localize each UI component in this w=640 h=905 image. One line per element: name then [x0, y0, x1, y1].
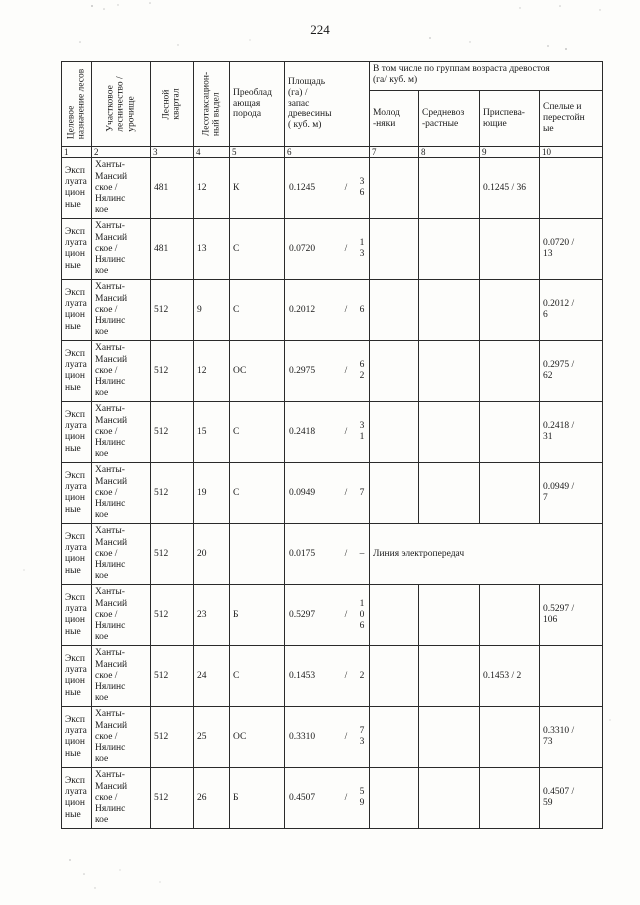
- middle-aged-cell: [419, 219, 480, 280]
- stock-value: 5 9: [359, 787, 365, 809]
- species-cell: С: [230, 646, 285, 707]
- area-value: 0.1453: [289, 670, 316, 681]
- header-quarter: Лесной квартал: [151, 62, 194, 147]
- quarter-cell: 512: [151, 768, 194, 829]
- page-number: 224: [310, 22, 330, 37]
- forestry-location-cell: Ханты- Мансий ское / Нялинс кое: [92, 158, 151, 219]
- area-stock-cell: 0.0720 / 1 3: [285, 219, 370, 280]
- middle-aged-cell: [419, 707, 480, 768]
- forestry-location-cell: Ханты- Мансий ское / Нялинс кое: [92, 341, 151, 402]
- area-value: 0.2418: [289, 426, 316, 437]
- column-number: 2: [92, 147, 151, 158]
- species-cell: ОС: [230, 341, 285, 402]
- middle-aged-cell: [419, 768, 480, 829]
- division-cell: 19: [194, 463, 230, 524]
- area-stock-cell: 0.2012 / 6: [285, 280, 370, 341]
- stock-value: –: [359, 548, 365, 559]
- header-purpose: Целевое назначение лесов: [62, 62, 92, 147]
- division-cell: 24: [194, 646, 230, 707]
- quarter-cell: 481: [151, 219, 194, 280]
- table-row: [62, 463, 603, 524]
- forest-purpose-cell: Эксп луата цион ные: [62, 585, 92, 646]
- premature-cell: 0.1453 / 2: [480, 646, 540, 707]
- young-cell: [370, 402, 419, 463]
- middle-aged-cell: [419, 402, 480, 463]
- column-number: 10: [540, 147, 603, 158]
- column-number: 5: [230, 147, 285, 158]
- column-number: 9: [480, 147, 540, 158]
- area-value: 0.0949: [289, 487, 316, 498]
- forestry-location-cell: Ханты- Мансий ское / Нялинс кое: [92, 402, 151, 463]
- premature-cell: [480, 707, 540, 768]
- young-cell: [370, 646, 419, 707]
- header-age-groups: В том числе по группам возраста древостоя (га/ куб. м): [370, 62, 603, 91]
- table-row: [62, 280, 603, 341]
- stock-value: 1 3: [359, 238, 365, 260]
- forestry-location-cell: Ханты- Мансий ское / Нялинс кое: [92, 646, 151, 707]
- young-cell: [370, 219, 419, 280]
- premature-cell: [480, 219, 540, 280]
- quarter-cell: 512: [151, 585, 194, 646]
- area-value: 0.2012: [289, 304, 316, 315]
- area-value: 0.0175: [289, 548, 316, 559]
- mature-cell: [540, 646, 603, 707]
- quarter-cell: 512: [151, 280, 194, 341]
- stock-value: 7: [359, 487, 365, 498]
- table-row: [62, 341, 603, 402]
- stock-value: 6: [359, 304, 365, 315]
- middle-aged-cell: [419, 280, 480, 341]
- column-number: 3: [151, 147, 194, 158]
- premature-cell: [480, 402, 540, 463]
- header-premature: Приспева- ющие: [480, 91, 540, 147]
- forest-purpose-cell: Эксп луата цион ные: [62, 707, 92, 768]
- forest-purpose-cell: Эксп луата цион ные: [62, 219, 92, 280]
- middle-aged-cell: [419, 646, 480, 707]
- premature-cell: [480, 585, 540, 646]
- species-cell: С: [230, 219, 285, 280]
- table-row: [62, 707, 603, 768]
- area-value: 0.2975: [289, 365, 316, 376]
- species-cell: С: [230, 280, 285, 341]
- quarter-cell: 512: [151, 402, 194, 463]
- note-cell: Линия электропередач: [370, 524, 603, 585]
- middle-aged-cell: [419, 585, 480, 646]
- forestry-location-cell: Ханты- Мансий ское / Нялинс кое: [92, 707, 151, 768]
- mature-cell: 0.2418 / 31: [540, 402, 603, 463]
- quarter-cell: 512: [151, 707, 194, 768]
- area-stock-cell: 0.5297 / 1 0 6: [285, 585, 370, 646]
- table-row: [62, 585, 603, 646]
- area-value: 0.0720: [289, 243, 316, 254]
- stock-value: 7 3: [359, 726, 365, 748]
- header-area: Площадь (га) / запас древесины ( куб. м): [285, 62, 370, 147]
- stock-value: 3 6: [359, 177, 365, 199]
- forest-register-table: [61, 61, 603, 829]
- forest-purpose-cell: Эксп луата цион ные: [62, 646, 92, 707]
- middle-aged-cell: [419, 341, 480, 402]
- species-cell: ОС: [230, 707, 285, 768]
- quarter-cell: 512: [151, 341, 194, 402]
- column-number: 8: [419, 147, 480, 158]
- mature-cell: 0.2975 / 62: [540, 341, 603, 402]
- table-row: [62, 646, 603, 707]
- division-cell: 9: [194, 280, 230, 341]
- young-cell: [370, 341, 419, 402]
- table-row: [62, 768, 603, 829]
- division-cell: 20: [194, 524, 230, 585]
- forest-purpose-cell: Эксп луата цион ные: [62, 280, 92, 341]
- forestry-location-cell: Ханты- Мансий ское / Нялинс кое: [92, 585, 151, 646]
- mature-cell: 0.0720 / 13: [540, 219, 603, 280]
- column-number: 6: [285, 147, 370, 158]
- premature-cell: [480, 768, 540, 829]
- mature-cell: 0.3310 / 73: [540, 707, 603, 768]
- quarter-cell: 512: [151, 463, 194, 524]
- young-cell: [370, 707, 419, 768]
- species-cell: С: [230, 402, 285, 463]
- area-stock-cell: 0.1245 / 3 6: [285, 158, 370, 219]
- division-cell: 26: [194, 768, 230, 829]
- species-cell: [230, 524, 285, 585]
- area-stock-cell: 0.3310 / 7 3: [285, 707, 370, 768]
- mature-cell: 0.0949 / 7: [540, 463, 603, 524]
- table-row: [62, 219, 603, 280]
- middle-aged-cell: [419, 463, 480, 524]
- area-value: 0.5297: [289, 609, 316, 620]
- forestry-location-cell: Ханты- Мансий ское / Нялинс кое: [92, 280, 151, 341]
- young-cell: [370, 158, 419, 219]
- division-cell: 12: [194, 341, 230, 402]
- young-cell: [370, 585, 419, 646]
- header-middle-aged: Средневоз -растные: [419, 91, 480, 147]
- stock-value: 1 0 6: [359, 598, 365, 631]
- forest-purpose-cell: Эксп луата цион ные: [62, 463, 92, 524]
- area-stock-cell: 0.2975 / 6 2: [285, 341, 370, 402]
- forest-purpose-cell: Эксп луата цион ные: [62, 158, 92, 219]
- division-cell: 23: [194, 585, 230, 646]
- young-cell: [370, 463, 419, 524]
- young-cell: [370, 280, 419, 341]
- species-cell: Б: [230, 585, 285, 646]
- species-cell: К: [230, 158, 285, 219]
- forestry-location-cell: Ханты- Мансий ское / Нялинс кое: [92, 463, 151, 524]
- forestry-location-cell: Ханты- Мансий ское / Нялинс кое: [92, 219, 151, 280]
- premature-cell: [480, 280, 540, 341]
- mature-cell: 0.4507 / 59: [540, 768, 603, 829]
- forestry-location-cell: Ханты- Мансий ское / Нялинс кое: [92, 524, 151, 585]
- forest-purpose-cell: Эксп луата цион ные: [62, 402, 92, 463]
- area-stock-cell: 0.2418 / 3 1: [285, 402, 370, 463]
- quarter-cell: 512: [151, 524, 194, 585]
- area-value: 0.1245: [289, 182, 316, 193]
- division-cell: 25: [194, 707, 230, 768]
- forest-purpose-cell: Эксп луата цион ные: [62, 524, 92, 585]
- stock-value: 2: [359, 670, 365, 681]
- species-cell: Б: [230, 768, 285, 829]
- column-number: 1: [62, 147, 92, 158]
- table-row: [62, 402, 603, 463]
- forest-purpose-cell: Эксп луата цион ные: [62, 768, 92, 829]
- header-mature: Спелые и перестойн ые: [540, 91, 603, 147]
- stock-value: 3 1: [359, 421, 365, 443]
- middle-aged-cell: [419, 158, 480, 219]
- premature-cell: [480, 463, 540, 524]
- division-cell: 13: [194, 219, 230, 280]
- area-stock-cell: 0.4507 / 5 9: [285, 768, 370, 829]
- column-number-row: [62, 147, 603, 158]
- species-cell: С: [230, 463, 285, 524]
- quarter-cell: 481: [151, 158, 194, 219]
- division-cell: 15: [194, 402, 230, 463]
- header-division: Лесотаксацион- ный выдел: [194, 62, 230, 147]
- young-cell: [370, 768, 419, 829]
- area-stock-cell: 0.0175 / –: [285, 524, 370, 585]
- division-cell: 12: [194, 158, 230, 219]
- forest-purpose-cell: Эксп луата цион ные: [62, 341, 92, 402]
- header-forestry: Участковое лесничество / урочище: [92, 62, 151, 147]
- quarter-cell: 512: [151, 646, 194, 707]
- mature-cell: 0.2012 / 6: [540, 280, 603, 341]
- area-stock-cell: 0.0949 / 7: [285, 463, 370, 524]
- mature-cell: [540, 158, 603, 219]
- header-species: Преоблад ающая порода: [230, 62, 285, 147]
- area-value: 0.4507: [289, 792, 316, 803]
- table-row: [62, 158, 603, 219]
- area-stock-cell: 0.1453 / 2: [285, 646, 370, 707]
- header-young: Молод -няки: [370, 91, 419, 147]
- column-number: 7: [370, 147, 419, 158]
- premature-cell: [480, 341, 540, 402]
- table-row: [62, 524, 603, 585]
- mature-cell: 0.5297 / 106: [540, 585, 603, 646]
- column-number: 4: [194, 147, 230, 158]
- premature-cell: 0.1245 / 36: [480, 158, 540, 219]
- stock-value: 6 2: [359, 360, 365, 382]
- forestry-location-cell: Ханты- Мансий ское / Нялинс кое: [92, 768, 151, 829]
- area-value: 0.3310: [289, 731, 316, 742]
